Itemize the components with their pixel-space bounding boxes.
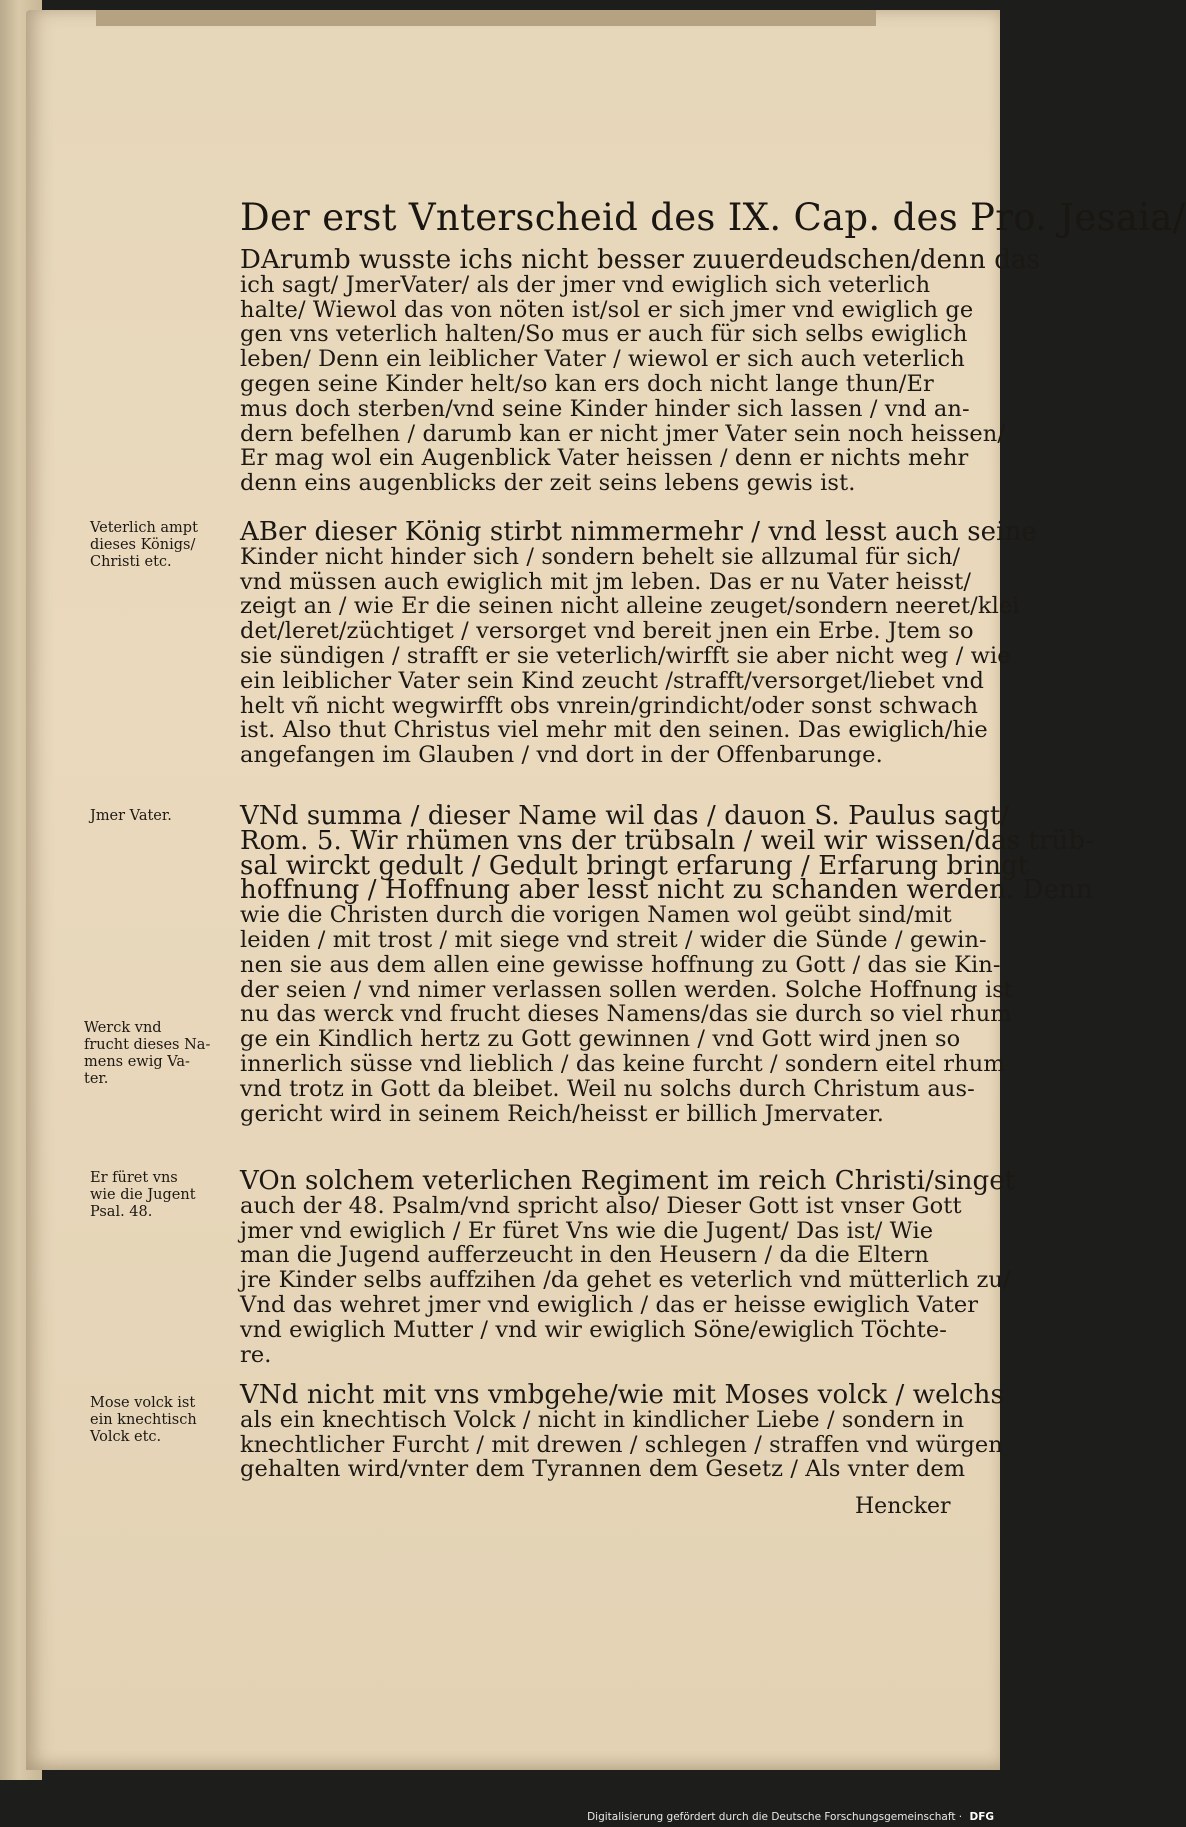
text-line: ich sagt/ JmerVater/ als der jmer vnd ewiglich sich veterlich	[240, 271, 931, 298]
text-line: VOn solchem veterlichen Regiment im reich Christi/singet	[240, 1166, 1016, 1196]
margin-line: Mose volck ist	[90, 1395, 196, 1411]
margin-note-2	[90, 808, 240, 825]
margin-line: Er füret vns	[90, 1170, 178, 1186]
margin-line: wie die Jugent	[90, 1187, 196, 1203]
text-line: knechtlicher Furcht / mit drewen / schlegen / straffen vnd würgen	[240, 1431, 1003, 1458]
text-line: gehalten wird/vnter dem Tyrannen dem Gesetz / Als vnter dem	[240, 1456, 966, 1483]
page-top-strip	[96, 10, 876, 26]
margin-line: Veterlich ampt	[90, 520, 198, 536]
text-line: ist. Also thut Christus viel mehr mit den seinen. Das ewiglich/hie	[240, 717, 988, 744]
margin-line: Christi etc.	[90, 554, 172, 570]
text-line: vnd trotz in Gott da bleibet. Weil nu solchs durch Christum aus-	[240, 1075, 975, 1102]
text-line: gegen seine Kinder helt/so kan ers doch nicht lange thun/Er	[240, 370, 934, 397]
text-line: gen vns veterlich halten/So mus er auch für sich selbs ewiglich	[240, 321, 968, 348]
margin-line: ter.	[84, 1071, 109, 1087]
text-line: VNd nicht mit vns vmbgehe/wie mit Moses volck / welchs	[240, 1380, 1004, 1410]
margin-line: frucht dieses Na-	[84, 1037, 211, 1053]
text-line: zeigt an / wie Er die seinen nicht alleine zeuget/sondern neeret/klei	[240, 593, 1020, 620]
text-line: hoffnung / Hoffnung aber lesst nicht zu schanden werden. Denn	[240, 875, 1093, 906]
text-line: angefangen im Glauben / vnd dort in der Offenbarunge.	[240, 742, 883, 769]
credit-text: Digitalisierung gefördert durch die Deutsche Forschungsgemeinschaft ·	[587, 1811, 963, 1823]
text-line: Rom. 5. Wir rhümen vns der trübsaln / weil wir wissen/das trüb-	[240, 825, 1095, 856]
text-line: man die Jugend aufferzeucht in den Heusern / da die Eltern	[240, 1242, 929, 1269]
text-line: vnd ewiglich Mutter / vnd wir ewiglich Söne/ewiglich Töchte-	[240, 1316, 947, 1343]
text-line: Er mag wol ein Augenblick Vater heissen / denn er nichts mehr	[240, 445, 969, 472]
text-line: jre Kinder selbs auffzihen /da gehet es veterlich vnd mütterlich zu/	[240, 1267, 1011, 1294]
text-line: als ein knechtisch Volck / nicht in kindlicher Liebe / sondern in	[240, 1406, 965, 1433]
margin-line: Werck vnd	[84, 1020, 162, 1036]
running-header: Der erst Vnterscheid des IX. Cap. des Pro. Jesaia/	[240, 196, 1186, 239]
text-line: sal wirckt gedult / Gedult bringt erfarung / Erfarung bringt	[240, 850, 1029, 881]
text-line: VNd summa / dieser Name wil das / dauon S. Paulus sagt/	[240, 801, 1010, 831]
text-line: der seien / vnd nimer verlassen sollen werden. Solche Hoffnung ist	[240, 976, 1014, 1003]
text-line: helt vñ nicht wegwirfft obs vnrein/grindicht/oder sonst schwach	[240, 692, 979, 719]
margin-note-5	[90, 1395, 240, 1446]
margin-line: Jmer Vater.	[90, 808, 172, 824]
text-line: jmer vnd ewiglich / Er füret Vns wie die Jugent/ Das ist/ Wie	[240, 1217, 934, 1244]
margin-line: Psal. 48.	[90, 1204, 153, 1220]
text-line: DArumb wusste ichs nicht besser zuuerdeudschen/denn das	[240, 245, 1040, 275]
margin-line: Volck etc.	[90, 1429, 162, 1445]
catchword: Hencker	[855, 1494, 951, 1519]
text-line: leben/ Denn ein leiblicher Vater / wiewol er sich auch veterlich	[240, 346, 965, 373]
margin-note-4	[90, 1170, 240, 1221]
text-line: re.	[240, 1341, 272, 1368]
text-line: sie sündigen / strafft er sie veterlich/wirfft sie aber nicht weg / wie	[240, 642, 1011, 669]
text-line: innerlich süsse vnd lieblich / das keine furcht / sondern eitel rhum	[240, 1050, 1005, 1077]
margin-line: ein knechtisch	[90, 1412, 197, 1428]
margin-note-1	[90, 520, 240, 571]
text-line: vnd müssen auch ewiglich mit jm leben. Das er nu Vater heisst/	[240, 568, 972, 595]
text-line: leiden / mit trost / mit siege vnd streit / wider die Sünde / gewin-	[240, 926, 987, 953]
paragraph-2	[240, 517, 1037, 769]
text-line: Kinder nicht hinder sich / sondern behelt sie allzumal für sich/	[240, 543, 961, 570]
text-line: Vnd das wehret jmer vnd ewiglich / das er heisse ewiglich Vater	[240, 1291, 979, 1318]
text-line: det/leret/züchtiget / versorget vnd bereit jnen ein Erbe. Jtem so	[240, 618, 974, 645]
paragraph-4	[240, 1166, 1016, 1368]
margin-note-3	[84, 1020, 234, 1088]
text-line: halte/ Wiewol das von nöten ist/sol er sich jmer vnd ewiglich ge	[240, 296, 974, 323]
text-line: nu das werck vnd frucht dieses Namens/das sie durch so viel rhum	[240, 1001, 1012, 1028]
text-line: ein leiblicher Vater sein Kind zeucht /strafft/versorget/liebet vnd	[240, 667, 985, 694]
text-line: nen sie aus dem allen eine gewisse hoffnung zu Gott / das sie Kin-	[240, 951, 1001, 978]
paragraph-1	[240, 245, 1040, 497]
text-line: wie die Christen durch die vorigen Namen wol geübt sind/mit	[240, 902, 952, 929]
text-line: dern befelhen / darumb kan er nicht jmer Vater sein noch heissen/	[240, 420, 1006, 447]
paragraph-5	[240, 1380, 1004, 1483]
text-line: auch der 48. Psalm/vnd spricht also/ Dieser Gott ist vnser Gott	[240, 1192, 962, 1219]
text-line: ge ein Kindlich hertz zu Gott gewinnen / vnd Gott wird jnen so	[240, 1026, 961, 1053]
margin-line: mens ewig Va-	[84, 1054, 190, 1070]
digitization-credit	[587, 1811, 994, 1823]
margin-line: dieses Königs/	[90, 537, 196, 553]
text-line: mus doch sterben/vnd seine Kinder hinder sich lassen / vnd an-	[240, 395, 970, 422]
dfg-logo-icon: DFG	[969, 1811, 994, 1823]
text-line: denn eins augenblicks der zeit seins lebens gewis ist.	[240, 470, 856, 497]
text-line: gericht wird in seinem Reich/heisst er billich Jmervater.	[240, 1100, 885, 1127]
text-line: ABer dieser König stirbt nimmermehr / vnd lesst auch seine	[240, 517, 1037, 547]
paragraph-3	[240, 801, 1095, 1127]
